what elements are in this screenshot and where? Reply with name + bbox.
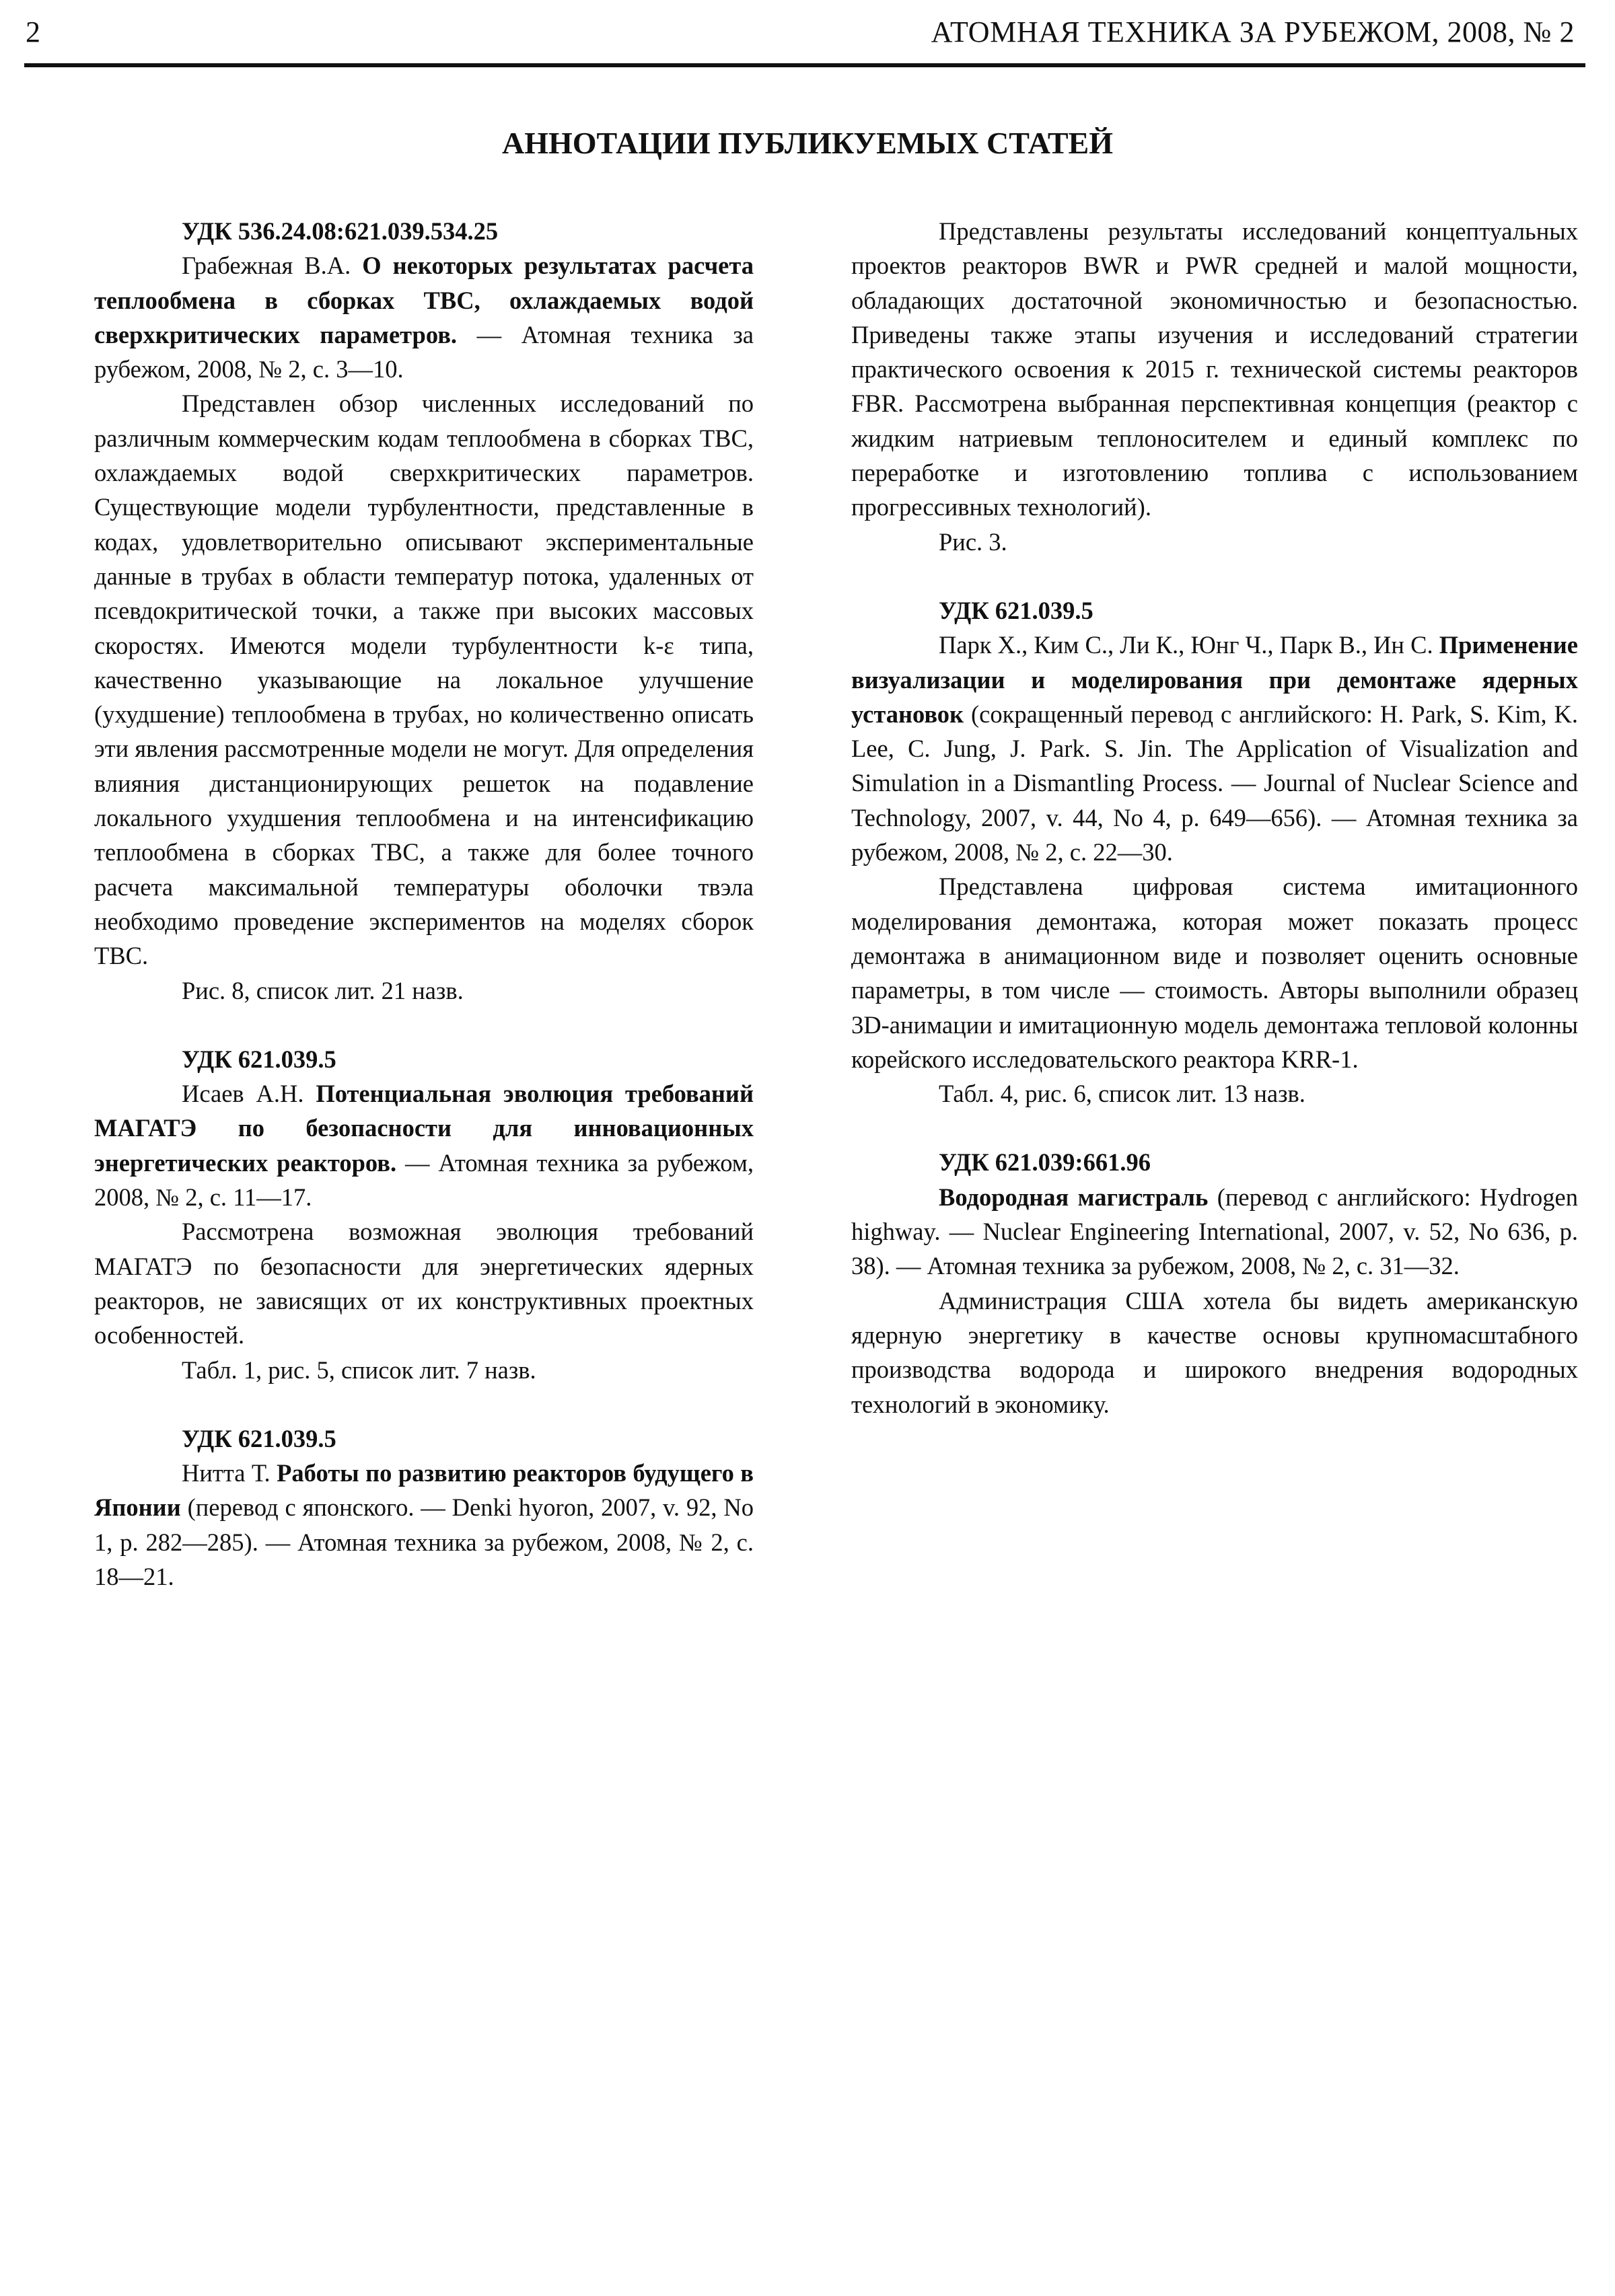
article-refs: Табл. 4, рис. 6, список лит. 13 назв. [939, 1080, 1305, 1108]
article-abstract: Администрация США хотела бы видеть американскую ядерную энергетику в качестве основы крупномасштабного производства водорода и широкого внедрения водородных технологий в экономику. [851, 1286, 1578, 1418]
article-authors: Исаев А.Н. [182, 1080, 316, 1108]
right-column [851, 214, 1578, 1421]
article-abstract: Представлен обзор численных исследований по различным коммерческим кодам теплообмена в сборках ТВС, охлаждаемых водой сверхкритических параметров. Существующие модели турбулентности, представленные в кодах, удовлетворительно описывают экспериментальные данные в трубах в области температур потока, удаленных от псевдокритической точки, а также при высоких массовых скоростях. Имеются модели турбулентности k-ε типа, качественно указывающие на локальное улучшение (ухудшение) теплообмена в трубах, но количественно описать эти явления рассмотренные модели не могут. Для определения влияния дистанционирующих решеток на подавление локального ухудшения теплообмена и на интенсификацию теплообмена в сборках ТВС, а также для более точного расчета максимальной температуры оболочки твэла необходимо проведение экспериментов на моделях сборок ТВС. [94, 390, 754, 970]
article-refs: Рис. 3. [939, 527, 1007, 556]
udk-code: УДК 536.24.08:621.039.534.25 [182, 217, 499, 245]
article-title: О некоторых результатах расчета теплообмена в сборках ТВС, охлаждаемых водой сверхкритических параметров. [94, 252, 754, 348]
article-citation: — Атомная техника за рубежом, 2008, № 2, с. 3—10. [94, 320, 754, 383]
article-reference [94, 1076, 754, 1214]
article-refs: Табл. 1, рис. 5, список лит. 7 назв. [182, 1356, 536, 1384]
article-citation: (перевод с японского. — Denki hyoron, 2007, v. 92, No 1, p. 282—285). — Атомная техника за рубежом, 2008, № 2, с. 18—21. [94, 1493, 754, 1590]
article-abstract: Представлена цифровая система имитационного моделирования демонтажа, которая может показать процесс демонтажа в анимационном виде и позволяет оценить основные параметры, в том числе — стоимость. Авторы выполнили образец 3D-анимации и имитационную модель демонтажа тепловой колонны корейского исследовательского реактора KRR-1. [851, 873, 1578, 1073]
article-title: Водородная магистраль [939, 1183, 1209, 1211]
running-header: АТОМНАЯ ТЕХНИКА ЗА РУБЕЖОМ, 2008, № 2 [931, 15, 1575, 48]
article-title: Потенциальная эволюция требований МАГАТЭ по безопасности для инновационных энергетических реакторов. [94, 1080, 754, 1177]
article-abstract: Представлены результаты исследований концептуальных проектов реакторов BWR и PWR средней и малой мощности, обладающих достаточной экономичностью и безопасностью. Приведены также этапы изучения и исследований стратегии практического освоения к 2015 г. технической системы реакторов FBR. Рассмотрена выбранная перспективная концепция (реактор с жидким натриевым теплоносителем и единый комплекс по переработке и изготовлению топлива с использованием прогрессивных технологий). [851, 217, 1578, 521]
page-number: 2 [26, 15, 40, 48]
article-authors: Нитта Т. [182, 1459, 277, 1487]
section-title: АННОТАЦИИ ПУБЛИКУЕМЫХ СТАТЕЙ [502, 126, 1113, 160]
article-reference [851, 628, 1578, 869]
article-reference [94, 1456, 754, 1594]
article-citation: — Атомная техника за рубежом, 2008, № 2, с. 11—17. [94, 1148, 754, 1212]
udk-code: УДК 621.039.5 [182, 1424, 336, 1452]
article-reference [851, 1180, 1578, 1284]
article-citation: (сокращенный перевод с английского: H. Park, S. Kim, K. Lee, C. Jung, J. Park. S. Jin. The Application of Visualization and Simulation in a Dismantling Process. — Journal of Nuclear Science and Technology, 2007, v. 44, No 4, p. 649—656). — Атомная техника за рубежом, 2008, № 2, с. 22—30. [851, 700, 1578, 866]
article-reference [94, 248, 754, 386]
article-title: Применение визуализации и моделирования при демонтаже ядерных установок [851, 631, 1578, 728]
article-citation: (перевод с английского: Hydrogen highway. — Nuclear Engineering International, 2007, v. 52, No 636, p. 38). — Атомная техника за рубежом, 2008, № 2, с. 31—32. [851, 1183, 1578, 1280]
article-authors: Грабежная В.А. [182, 252, 363, 280]
article-abstract: Рассмотрена возможная эволюция требований МАГАТЭ по безопасности для энергетических ядерных реакторов, не зависящих от их конструктивных проектных особенностей. [94, 1218, 754, 1349]
udk-code: УДК 621.039.5 [939, 596, 1093, 624]
header-rule [24, 63, 1585, 67]
article-authors: Парк Х., Ким С., Ли К., Юнг Ч., Парк В., Ин С. [939, 631, 1439, 659]
left-column [94, 214, 754, 1594]
udk-code: УДК 621.039.5 [182, 1045, 336, 1073]
udk-code: УДК 621.039:661.96 [939, 1148, 1151, 1177]
article-refs: Рис. 8, список лит. 21 назв. [182, 976, 464, 1004]
article-title: Работы по развитию реакторов будущего в Японии [94, 1459, 754, 1522]
